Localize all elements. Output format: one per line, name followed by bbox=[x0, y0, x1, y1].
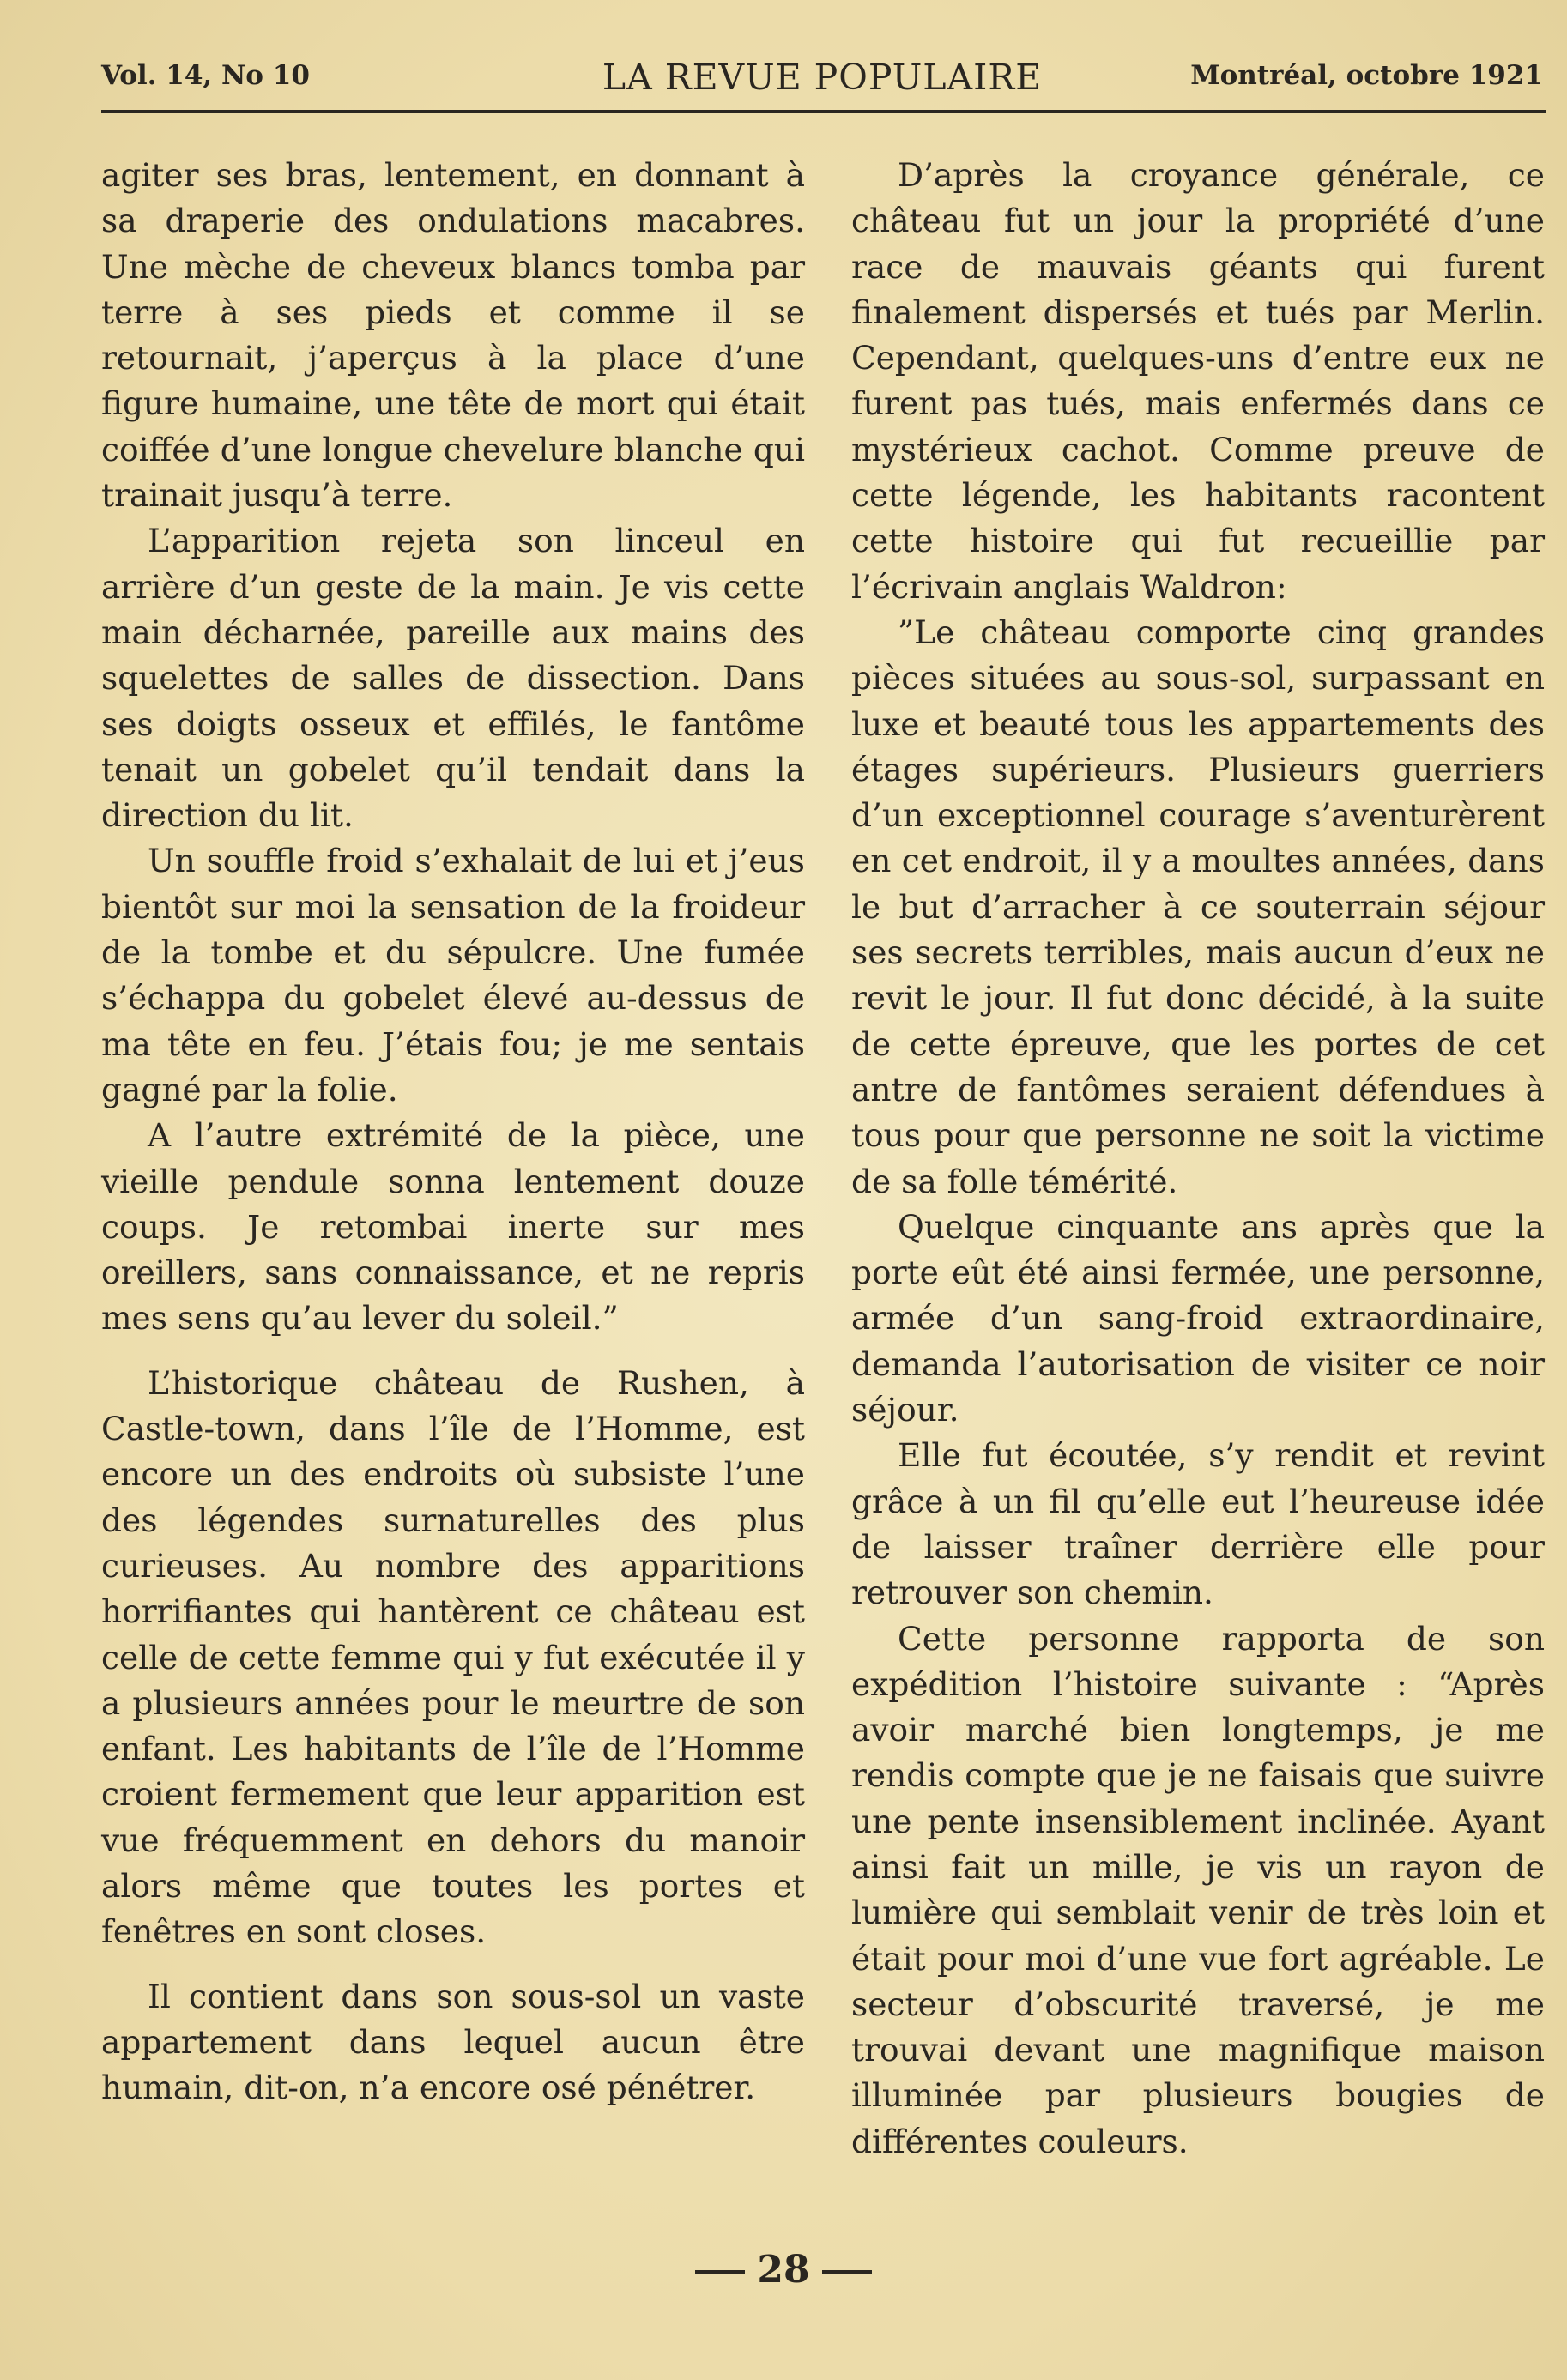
publication-title: LA REVUE POPULAIRE bbox=[602, 57, 1043, 98]
left-column bbox=[101, 153, 805, 2111]
paragraph: L’apparition rejeta son linceul en arrière d’un geste de la main. Je vis cette main décharnée, pareille aux mains des squelettes de salles de dissection. Dans ses doigts osseux et effilés, le fantôme tenait un gobelet qu’il tendait dans la direction du lit. bbox=[101, 522, 805, 835]
paragraph: L’historique château de Rushen, à Castle-town, dans l’île de l’Homme, est encore un des endroits où subsiste l’une des légendes surnaturelles des plus curieuses. Au nombre des apparitions horrifiantes qui hantèrent ce château est celle de cette femme qui y fut exécutée il y a plusieurs années pour le meurtre de son enfant. Les habitants de l’île de l’Homme croient fermement que leur apparition est vue fréquemment en dehors du manoir alors même que toutes les portes et fenêtres en sont closes. bbox=[101, 1363, 805, 1951]
paragraph: Un souffle froid s’exhalait de lui et j’eus bientôt sur moi la sensation de la froideur de la tombe et du sépulcre. Une fumée s’échappa du gobelet élevé au-dessus de ma tête en feu. J’étais fou; je me sentais gagné par la folie. bbox=[101, 842, 805, 1108]
footer-dash-left bbox=[695, 2270, 745, 2274]
page-footer bbox=[0, 2248, 1567, 2292]
page-header bbox=[101, 53, 1543, 105]
footer-dash-right bbox=[822, 2270, 872, 2274]
page-number: 28 bbox=[757, 2248, 810, 2292]
volume-issue: Vol. 14, No 10 bbox=[101, 60, 310, 91]
paragraph: Quelque cinquante ans après que la porte eût été ainsi fermée, une personne, armée d’un sang-froid extraordinaire, demanda l’autorisation de visiter ce noir séjour. bbox=[851, 1207, 1545, 1429]
paragraph: Cette personne rapporta de son expédition l’histoire suivante : “Après avoir marché bien longtemps, je me rendis compte que je ne faisais que suivre une pente insensiblement inclinée. Ayant ainsi fait un mille, je vis un rayon de lumière qui semblait venir de très loin et était pour moi d’une vue fort agréable. Le secteur d’obscurité traversé, je me trouvai devant une magnifique maison illuminée par plusieurs bougies de différentes couleurs. bbox=[851, 1619, 1545, 2160]
paragraph: A l’autre extrémité de la pièce, une vieille pendule sonna lentement douze coups. Je retombai inerte sur mes oreillers, sans connaissance, et ne repris mes sens qu’au lever du soleil.” bbox=[101, 1116, 805, 1338]
paragraph: D’après la croyance générale, ce château fut un jour la propriété d’une race de mauvais géants qui furent finalement dispersés et tués par Merlin. Cependant, quelques-uns d’entre eux ne furent pas tués, mais enfermés dans ce mystérieux cachot. Comme preuve de cette légende, les habitants racontent cette histoire qui fut recueillie par l’écrivain anglais Waldron: bbox=[851, 156, 1545, 606]
paragraph: agiter ses bras, lentement, en donnant à sa draperie des ondulations macabres. Une mèche de cheveux blancs tomba par terre à ses pieds et comme il se retournait, j’aperçus à la place d’une figure humaine, une tête de mort qui était coiffée d’une longue chevelure blanche qui trainait jusqu’à terre. bbox=[101, 156, 805, 515]
paragraph: ”Le château comporte cinq grandes pièces situées au sous-sol, surpassant en luxe et beauté tous les appartements des étages supérieurs. Plusieurs guerriers d’un exceptionnel courage s’aventurèrent en cet endroit, il y a moultes années, dans le but d’arracher à ce souterrain séjour ses secrets terribles, mais aucun d’eux ne revit le jour. Il fut donc décidé, à la suite de cette épreuve, que les portes de cet antre de fantômes seraient défendues à tous pour que personne ne soit la victime de sa folle témérité. bbox=[851, 613, 1545, 1200]
place-date: Montréal, octobre 1921 bbox=[1190, 60, 1543, 91]
paragraph: Elle fut écoutée, s’y rendit et revint grâce à un fil qu’elle eut l’heureuse idée de laisser traîner derrière elle pour retrouver son chemin. bbox=[851, 1436, 1545, 1612]
right-column bbox=[851, 153, 1545, 2165]
paragraph: Il contient dans son sous-sol un vaste appartement dans lequel aucun être humain, dit-on, n’a encore osé pénétrer. bbox=[101, 1977, 805, 2107]
header-rule bbox=[101, 110, 1546, 113]
